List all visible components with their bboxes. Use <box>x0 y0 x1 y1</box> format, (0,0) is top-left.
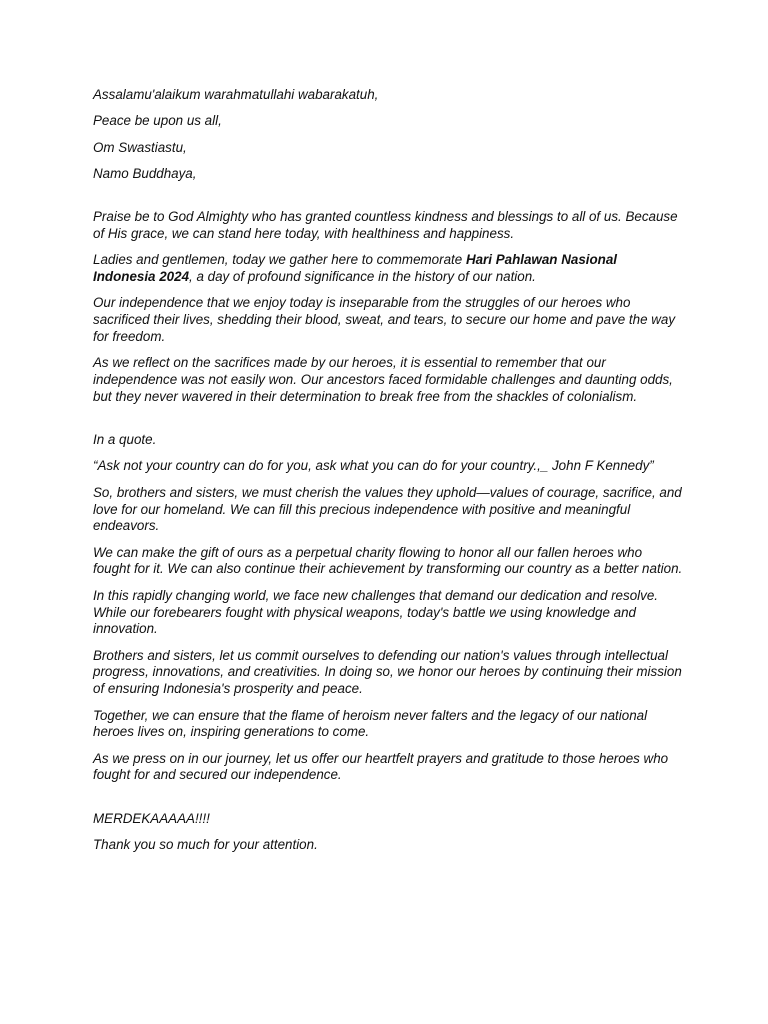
closing-thanks: Thank you so much for your attention. <box>93 837 318 852</box>
paragraph-flame: Together, we can ensure that the flame of heroism never falters and the legacy of our national heroes lives on, inspiring generations to come. <box>93 707 648 740</box>
paragraph-prayers: As we press on in our journey, let us offer our heartfelt prayers and gratitude to those heroes who fought for and secured our independence. <box>93 750 669 783</box>
speech-document <box>93 87 683 863</box>
event-name: Hari Pahlawan Nasional Indonesia 2024 <box>93 252 618 285</box>
greeting-buddhist: Namo Buddhaya, <box>93 165 197 181</box>
intro-before: Ladies and gentlemen, today we gather here to commemorate <box>93 252 466 268</box>
paragraph-charity: We can make the gift of ours as a perpetual charity flowing to honor all our fallen heroes who fought for it. We can also continue their achievement by transforming our country as a better nation. <box>93 544 683 577</box>
closing-merdeka: MERDEKAAAAA!!!! <box>93 810 210 826</box>
spacer <box>93 415 683 432</box>
greeting-general: Peace be upon us all, <box>93 113 222 129</box>
paragraph-praise: Praise be to God Almighty who has granted countless kindness and blessings to all of us. Because of His grace, we can stand here today, with healthiness and happiness. <box>93 209 678 241</box>
quote-text: “Ask not your country can do for you, ask what you can do for your country.,_ John F Kennedy” <box>93 458 654 474</box>
quote-intro: In a quote. <box>93 432 157 448</box>
greeting-hindu: Om Swastiastu, <box>93 139 187 155</box>
paragraph-intro <box>93 252 683 286</box>
paragraph-reflect: As we reflect on the sacrifices made by our heroes, it is essential to remember that our independence was not easily won. Our ancestors faced formidable challenges and daunting odds, but they never wavered in their determination to break free from the shackles of colonialism. <box>93 355 673 404</box>
paragraph-commit: Brothers and sisters, let us commit ourselves to defending our nation's values through intellectual progress, innovations, and creativities. In doing so, we honor our heroes by continuing their mission of ensuring Indonesia's prosperity and peace. <box>93 647 682 697</box>
spacer <box>93 794 683 811</box>
paragraph-changing-world: In this rapidly changing world, we face new challenges that demand our dedication and resolve. While our forebearers fought with physical weapons, today's battle we using knowledge and innovation. <box>93 587 658 637</box>
intro-after: , a day of profound significance in the history of our nation. <box>189 269 536 285</box>
paragraph-cherish: So, brothers and sisters, we must cherish the values they uphold—values of courage, sacrifice, and love for our homeland. We can fill this precious independence with positive and meaningful endeavors. <box>93 484 682 534</box>
spacer <box>93 192 683 209</box>
greeting-islamic: Assalamu'alaikum warahmatullahi wabarakatuh, <box>93 87 379 102</box>
paragraph-independence: Our independence that we enjoy today is inseparable from the struggles of our heroes who sacrificed their lives, shedding their blood, sweat, and tears, to secure our home and pave the way for freedom. <box>93 295 676 344</box>
